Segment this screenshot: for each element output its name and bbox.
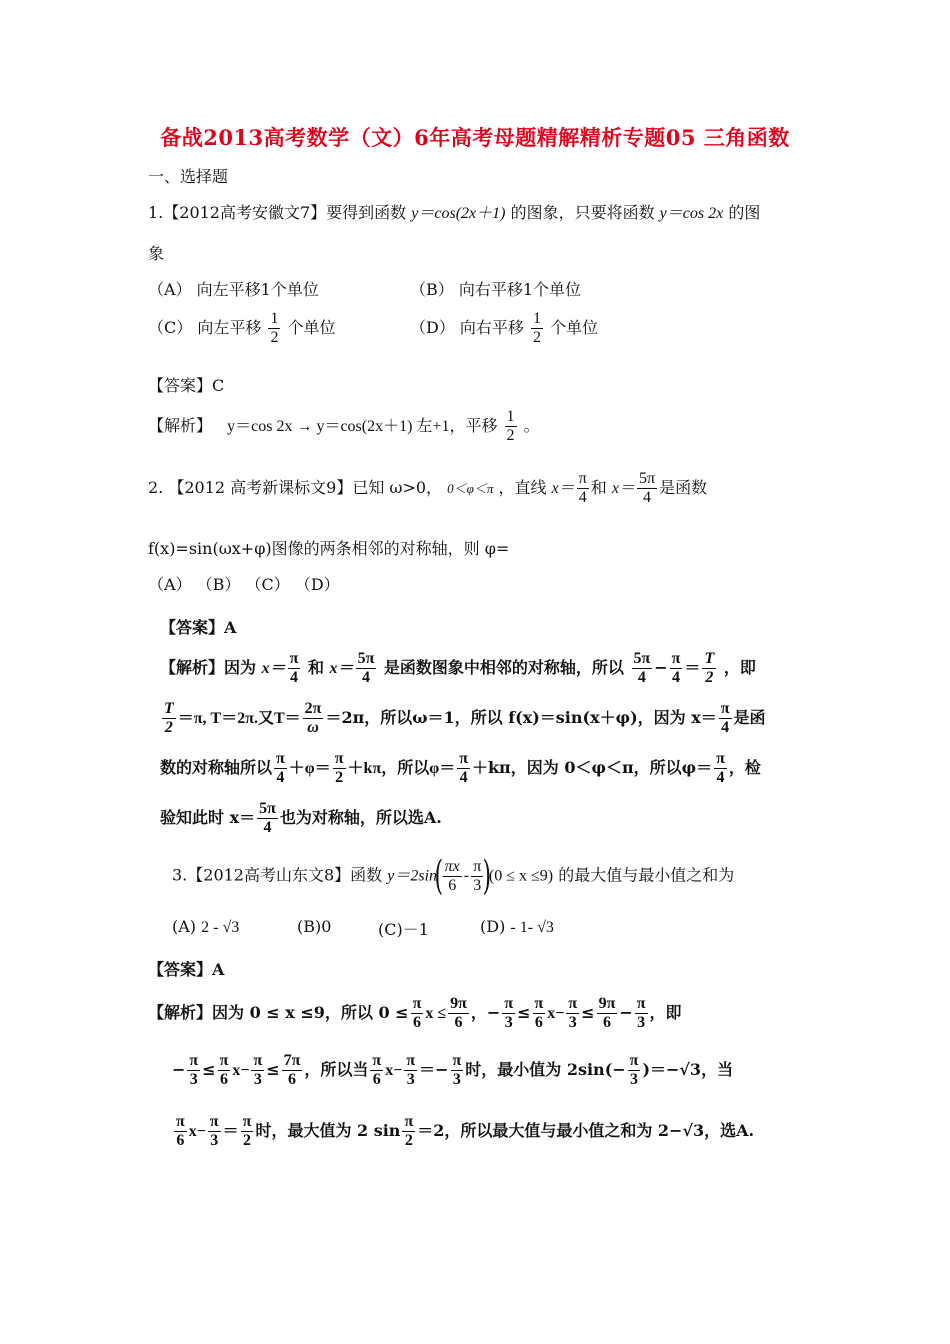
q1-answer: 【答案】C [148, 376, 225, 395]
q3-option-b: (B)0 [297, 917, 332, 936]
q1-option-a: （A） 向左平移1个单位 [148, 280, 319, 299]
q1-stem: 1.【2012高考安徽文7】要得到函数 y＝cos(2x＋1) 的图象，只要将函数 y＝cos 2x 的图 [148, 203, 761, 222]
q1-option-d: （D） 向右平移 $\frac{1}{2}$ 个单位 [410, 310, 599, 346]
q3-option-c: (C)－1 [378, 920, 429, 939]
q2-answer: 【答案】A [160, 618, 237, 637]
q3-stem: 3.【2012高考山东文8】函数 y＝2sin( $\frac{\pi x}{6}$ - $\frac{\pi}{3}$ )(0 ≤ x ≤9) 的最大值与最小值之和为 [172, 853, 735, 899]
q1-option-c: （C） 向左平移 $\frac{1}{2}$ 个单位 [148, 310, 336, 346]
q1-stem-cont: 象 [148, 244, 165, 263]
q2-analysis-line1: 【解析】因为 x＝ $\frac{\pi}{4}$ 和 x＝ $\frac{5\pi}{4}$ 是函数图象中相邻的对称轴，所以 $\frac{5\pi}{4}$ − $\frac{\pi}{4}$ ＝ $\frac{T}{2}$ ，即 [160, 650, 756, 686]
q1-option-b: （B） 向右平移1个单位 [410, 280, 582, 299]
fraction-half: $\frac{1}{2}$ [533, 310, 542, 346]
q2-stem-cont: f(x)=sin(ωx+φ)图像的两条相邻的对称轴，则 φ= [148, 539, 510, 558]
fraction-half: $\frac{1}{2}$ [270, 310, 279, 346]
fraction-half: $\frac{1}{2}$ [506, 408, 515, 444]
q2-analysis-line3: 数的对称轴所以 $\frac{\pi}{4}$ ＋φ＝ $\frac{\pi}{2}$ ＋kπ，所以φ＝ $\frac{\pi}{4}$ ＋kπ，因为 0＜φ＜π，所以φ＝ $\frac{\pi}{4}$ ，检 [160, 750, 761, 786]
q2-analysis-line4: 验知此时 x＝ $\frac{5\pi}{4}$ 也为对称轴，所以选A. [160, 800, 442, 836]
q2-stem: 2. 【2012 高考新课标文9】已知 ω>0， 0＜φ＜π ，直线 x＝ $\frac{\pi}{4}$ 和 x＝ $\frac{5\pi}{4}$ 是函数 [148, 470, 708, 506]
q3-analysis-line1: 【解析】因为 0 ≤ x ≤9，所以 0 ≤ $\frac{\pi}{6}$ x ≤ $\frac{9\pi}{6}$ ，− $\frac{\pi}{3}$ ≤ $\frac{\pi}{6}$ x− $\frac{\pi}{3}$ ≤ $\frac{9\pi}{6}$ − $\frac{\pi}{3}$ ，即 [148, 995, 682, 1031]
section-heading: 一、选择题 [148, 167, 229, 186]
q3-option-a: (A) 2 - √3 [172, 917, 240, 936]
q3-option-d: (D) - 1- √3 [480, 917, 554, 936]
q3-answer: 【答案】A [148, 960, 225, 979]
q1-analysis: 【解析】 y＝cos 2x → y＝cos(2x＋1) 左+1，平移 $\frac{1}{2}$ 。 [148, 408, 540, 444]
q2-options: （A） （B） （C） （D） [148, 575, 340, 594]
page-title: 备战2013高考数学（文）6年高考母题精解精析专题05 三角函数 [160, 125, 790, 150]
q3-analysis-line3: $\frac{\pi}{6}$ x− $\frac{\pi}{3}$ ＝ $\frac{\pi}{2}$ 时，最大值为 2 sin $\frac{\pi}{2}$ ＝2，所以最大值与最小值之和为 2−√3，选A. [176, 1113, 755, 1149]
q2-analysis-line2: $\frac{T}{2}$ ＝π, T＝2π.又T＝ $\frac{2\pi}{\omega}$ ＝2π，所以ω＝1，所以 f(x)＝sin(x＋φ)，因为 x＝ $\frac{\pi}{4}$ 是函 [164, 700, 766, 736]
q3-analysis-line2: − $\frac{\pi}{3}$ ≤ $\frac{\pi}{6}$ x− $\frac{\pi}{3}$ ≤ $\frac{7\pi}{6}$ ，所以当 $\frac{\pi}{6}$ x− $\frac{\pi}{3}$ ＝− $\frac{\pi}{3}$ 时，最小值为 2sin(− $\frac{\pi}{3}$ )＝−√3，当 [172, 1052, 734, 1088]
